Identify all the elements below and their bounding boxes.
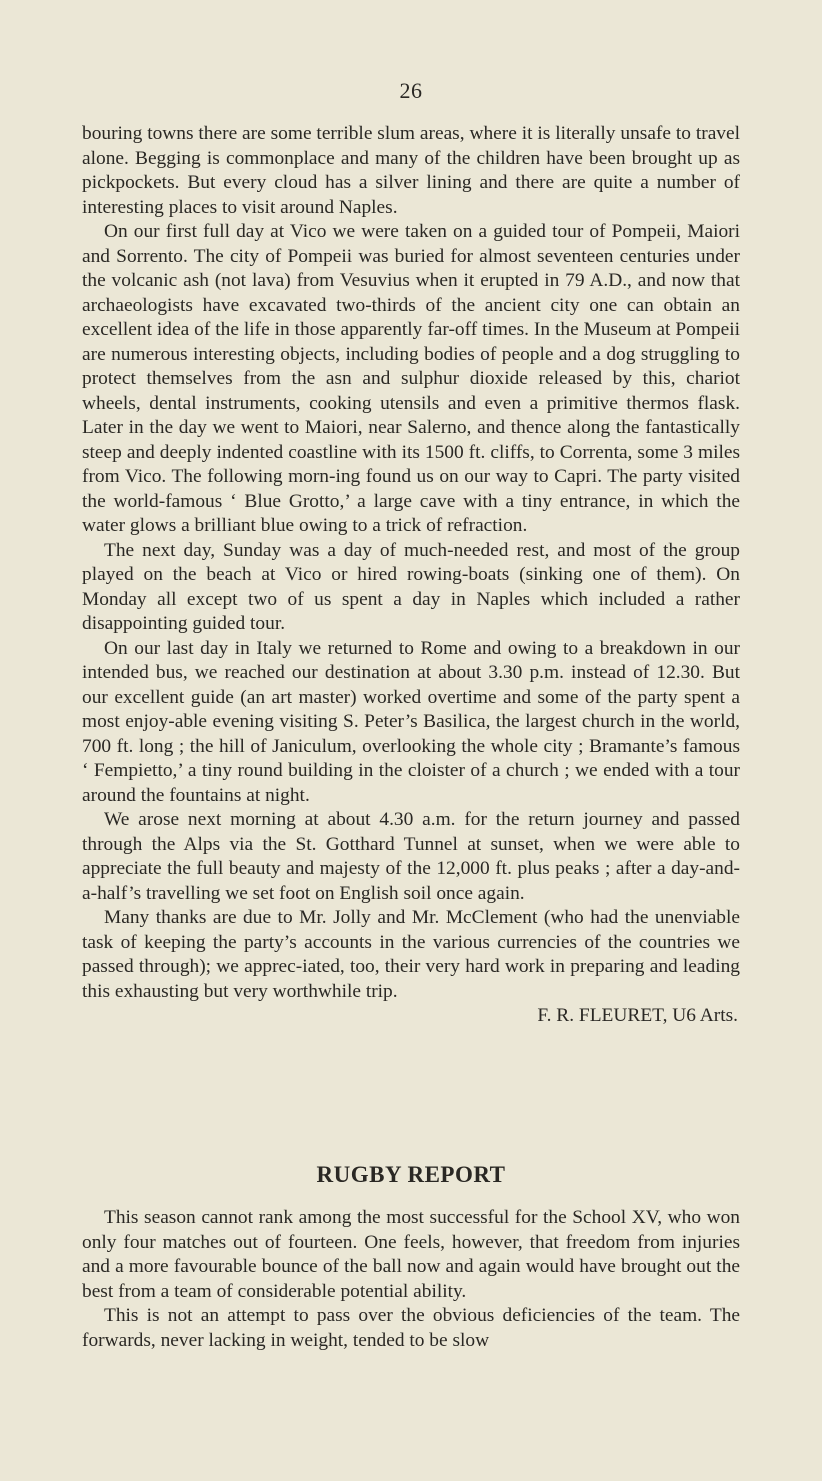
- rugby-report-body: [82, 1206, 740, 1353]
- article-paragraph-1: bouring towns there are some terrible slum areas, where it is literally unsafe to travel alone. Begging is commonplace and many of the children have been brought up as pickpockets. But every cloud has a silver lining and there are quite a number of interesting places to visit around Naples.: [82, 123, 740, 218]
- article-paragraph-2: On our first full day at Vico we were taken on a guided tour of Pompeii, Maiori and Sorrento. The city of Pompeii was buried for almost seventeen centuries under the volcanic ash (not lava) from Vesuvius when it erupted in 79 A.D., and now that archaeologists have excavated two-thirds of the ancient city one can obtain an excellent idea of the life in those apparently far-off times. In the Museum at Pompeii are numerous interesting objects, including bodies of people and a dog struggling to protect themselves from the asn and sulphur dioxide released by this, chariot wheels, dental instruments, cooking utensils and even a primitive thermos flask. Later in the day we went to Maiori, near Salerno, and thence along the fantastically steep and deeply indented coastline with its 1500 ft. cliffs, to Correnta, some 3 miles from Vico. The following morn-ing found us on our way to Capri. The party visited the world-famous ‘ Blue Grotto,’ a large cave with a tiny entrance, in which the water glows a brilliant blue owing to a trick of refraction.: [82, 221, 740, 536]
- article-body: [82, 122, 740, 1029]
- rugby-paragraph-2: This is not an attempt to pass over the obvious deficiencies of the team. The forwards, never lacking in weight, tended to be slow: [82, 1305, 740, 1351]
- rugby-paragraph-1: This season cannot rank among the most successful for the School XV, who won only four matches out of fourteen. One feels, however, that freedom from injuries and a more favourable bounce of the ball now and again would have brought out the best from a team of considerable potential ability.: [82, 1207, 740, 1302]
- rugby-report-heading: RUGBY REPORT: [316, 1162, 506, 1187]
- page-number: 26: [399, 78, 423, 103]
- article-signature: F. R. FLEURET, U6 Arts.: [537, 1005, 738, 1026]
- article-paragraph-4: On our last day in Italy we returned to Rome and owing to a breakdown in our intended bus, we reached our destination at about 3.30 p.m. instead of 12.30. But our excellent guide (an art master) worked overtime and some of the party spent a most enjoy-able evening visiting S. Peter’s Basilica, the largest church in the world, 700 ft. long ; the hill of Janiculum, overlooking the whole city ; Bramante’s famous ‘ Fempietto,’ a tiny round building in the cloister of a church ; we ended with a tour around the fountains at night.: [82, 637, 740, 806]
- article-paragraph-5: We arose next morning at about 4.30 a.m. for the return journey and passed through the Alps via the St. Gotthard Tunnel at sunset, when we were able to appreciate the full beauty and majesty of the 12,000 ft. plus peaks ; after a day-and-a-half’s travelling we set foot on English soil once again.: [82, 809, 740, 904]
- article-paragraph-3: The next day, Sunday was a day of much-needed rest, and most of the group played on the beach at Vico or hired rowing-boats (sinking one of them). On Monday all except two of us spent a day in Naples which included a rather disappointing guided tour.: [82, 539, 740, 634]
- article-paragraph-6: Many thanks are due to Mr. Jolly and Mr. McClement (who had the unenviable task of keeping the party’s accounts in the various currencies of the countries we passed through); we apprec-iated, too, their very hard work in preparing and leading this exhausting but very worthwhile trip.: [82, 907, 740, 1002]
